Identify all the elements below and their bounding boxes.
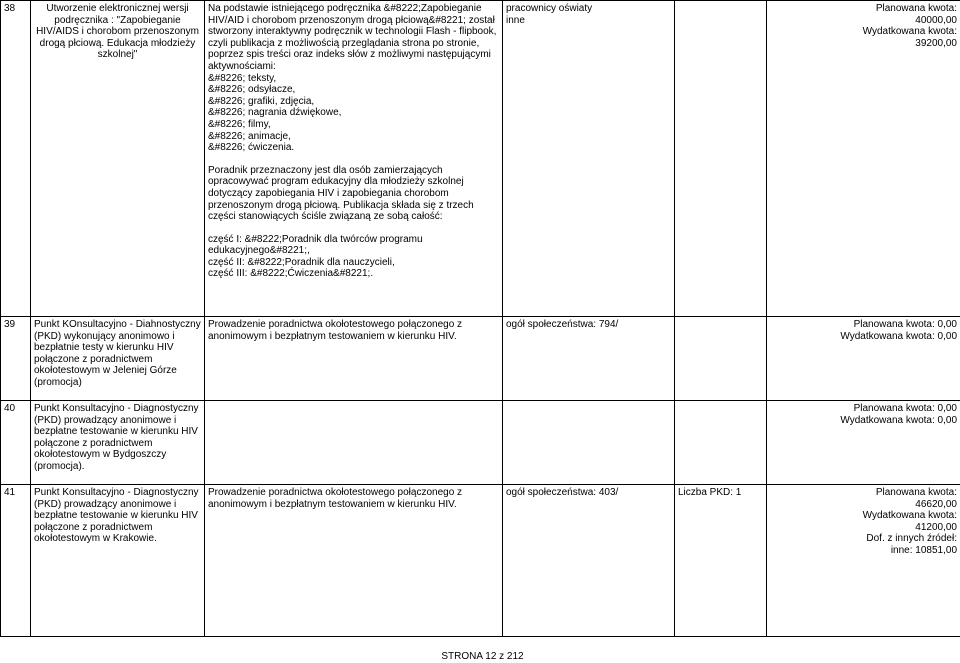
task-name: Punkt KOnsultacyjno - Diahnostyczny (PKD) wykonujący anonimowo i bezpłatnie testy w kierunku HIV połączone z poradnictwem okołotestowym w Jeleniej Górze (promocja) [31,317,205,401]
task-description [205,401,503,485]
task-description: Prowadzenie poradnictwa okołotestowego połączonego z anonimowym i bezpłatnym testowaniem w kierunku HIV. [205,485,503,637]
pkd-count: Liczba PKD: 1 [675,485,767,637]
row-number: 39 [1,317,31,401]
task-name: Punkt Konsultacyjno - Diagnostyczny (PKD) prowadzący anonimowe i bezpłatne testowanie w kierunku HIV połączone z poradnictwem okołotestowym w Bydgoszczy (promocja). [31,401,205,485]
pkd-count [675,1,767,317]
task-amounts: Planowana kwota: 40000,00 Wydatkowana kwota: 39200,00 [767,1,960,317]
description-paragraph: część I: &#8222;Poradnik dla twórców programu edukacyjnego&#8221;, część II: &#8222;Poradnik dla nauczycieli, część III: &#8222;Ćwiczenia&#8221;. [208,233,423,280]
task-recipients: ogół społeczeństwa: 403/ [503,485,675,637]
page-number: STRONA 12 z 212 [441,651,524,662]
description-paragraph: Na podstawie istniejącego podręcznika &#8222;Zapobieganie HIV/AID i chorobom przenoszonym drogą płciową&#8221; został stworzony interaktywny podręcznik w technologii Flash - flipbook, czyli publikacja z możliwością przeglądania strona po stronie, poprzez spis treści oraz indeks słów z możliwymi następującymi aktywnościami: &#8226; teksty, &#8226; odsyłacze, &#8226; grafiki, zdjęcia, &#8226; nagrania dźwiękowe, &#8226; filmy, &#8226; animacje, &#8226; ćwiczenia. [208,3,497,154]
task-name: Punkt Konsultacyjno - Diagnostyczny (PKD) prowadzący anonimowe i bezpłatne testowanie w kierunku HIV połączone z poradnictwem okołotestowym w Krakowie. [31,485,205,637]
pkd-count [675,317,767,401]
table-row [1,317,960,401]
description-paragraph: Poradnik przeznaczony jest dla osób zamierzających opracowywać program edukacyjny dla młodzieży szkolnej dotyczący zapobiegania HIV i zapobiegania chorobom przenoszonym drogą płciową. Publikacja składa się z trzech części stanowiących ściśle związaną ze sobą całość: [208,164,474,223]
row-number: 38 [1,1,31,317]
table-row [1,485,960,637]
task-amounts: Planowana kwota: 0,00 Wydatkowana kwota: 0,00 [767,317,960,401]
task-recipients [503,401,675,485]
row-number: 40 [1,401,31,485]
task-amounts: Planowana kwota: 0,00 Wydatkowana kwota: 0,00 [767,401,960,485]
table-row [1,1,960,317]
task-description [205,1,503,317]
pkd-count [675,401,767,485]
task-recipients: ogół społeczeństwa: 794/ [503,317,675,401]
table-row [1,401,960,485]
page-footer [0,651,960,663]
row-number: 41 [1,485,31,637]
task-description: Prowadzenie poradnictwa okołotestowego połączonego z anonimowym i bezpłatnym testowaniem w kierunku HIV. [205,317,503,401]
task-name: Utworzenie elektronicznej wersji podręcznika : "Zapobieganie HIV/AIDS i chorobom przenoszonym drogą płciową. Edukacja młodzieży szkolnej" [31,1,205,317]
task-recipients: pracownicy oświaty inne [503,1,675,317]
task-amounts: Planowana kwota: 46620,00 Wydatkowana kwota: 41200,00 Dof. z innych źródeł: inne: 10851,00 [767,485,960,637]
